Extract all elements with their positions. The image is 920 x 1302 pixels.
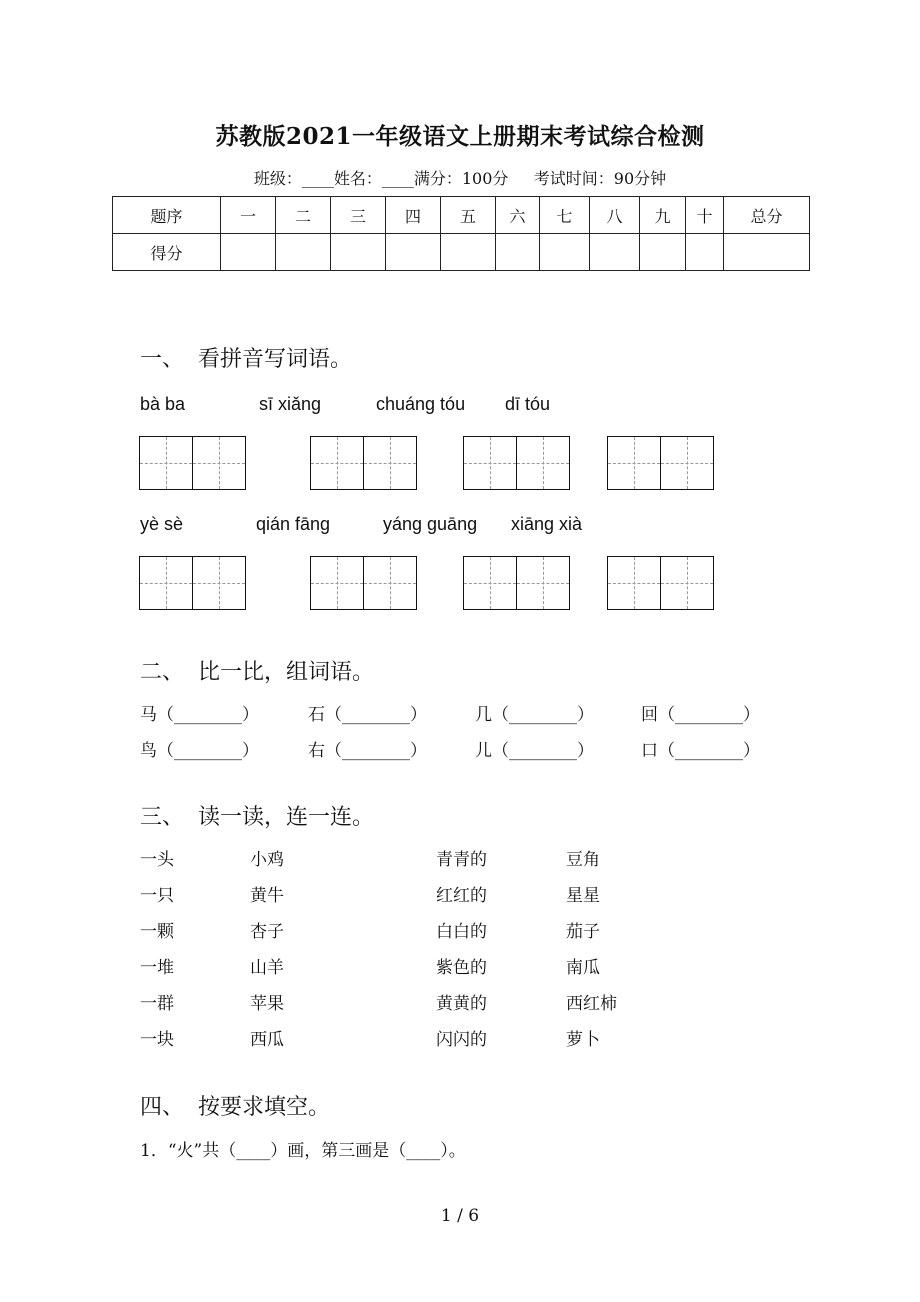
header-cell: 八 — [590, 197, 640, 234]
score-cell[interactable] — [331, 234, 386, 271]
match-word[interactable]: 红红的 — [436, 886, 487, 906]
match-word[interactable]: 一颗 — [140, 922, 174, 942]
writing-grid[interactable] — [310, 556, 417, 610]
header-cell: 总分 — [724, 197, 810, 234]
match-word[interactable]: 茄子 — [566, 922, 600, 942]
section2-heading: 二、 比一比，组词语。 — [140, 660, 374, 685]
match-word[interactable]: 苹果 — [250, 994, 284, 1014]
compare-item[interactable]: 石（________） — [308, 705, 427, 725]
score-cell[interactable] — [590, 234, 640, 271]
pinyin-label: yáng guāng — [383, 514, 478, 534]
score-cell[interactable] — [276, 234, 331, 271]
score-cell[interactable] — [540, 234, 590, 271]
score-cell[interactable] — [221, 234, 276, 271]
header-cell: 十 — [686, 197, 724, 234]
header-cell: 七 — [540, 197, 590, 234]
compare-item[interactable]: 右（________） — [308, 741, 427, 761]
match-word[interactable]: 一块 — [140, 1030, 174, 1050]
pinyin-label: qián fāng — [256, 514, 331, 534]
match-word[interactable]: 西红柿 — [566, 994, 617, 1014]
page-title: 苏教版2021一年级语文上册期末考试综合检测 — [215, 123, 705, 150]
exam-info-line: 班级：____姓名：____满分：100分 考试时间：90分钟 — [253, 169, 667, 188]
compare-item[interactable]: 儿（________） — [475, 741, 594, 761]
score-row-label: 得分 — [113, 234, 221, 271]
writing-grid[interactable] — [607, 436, 714, 490]
writing-grid[interactable] — [607, 556, 714, 610]
header-cell: 六 — [496, 197, 540, 234]
match-word[interactable]: 一堆 — [140, 958, 174, 978]
score-cell[interactable] — [386, 234, 441, 271]
writing-grid[interactable] — [463, 556, 570, 610]
match-word[interactable]: 西瓜 — [250, 1030, 284, 1050]
section3-heading: 三、 读一读，连一连。 — [140, 805, 374, 830]
match-word[interactable]: 闪闪的 — [436, 1030, 487, 1050]
page-number: 1 / 6 — [440, 1206, 480, 1226]
compare-item[interactable]: 几（________） — [475, 705, 594, 725]
header-cell: 题序 — [113, 197, 221, 234]
score-table-header-row — [113, 197, 810, 234]
score-table — [112, 196, 810, 271]
compare-item[interactable]: 鸟（________） — [140, 741, 259, 761]
match-word[interactable]: 杏子 — [250, 922, 284, 942]
match-word[interactable]: 紫色的 — [436, 958, 487, 978]
pinyin-label: bà ba — [140, 394, 186, 414]
score-cell[interactable] — [640, 234, 686, 271]
writing-grid[interactable] — [139, 556, 246, 610]
match-word[interactable]: 山羊 — [250, 958, 284, 978]
writing-grid[interactable] — [463, 436, 570, 490]
header-cell: 九 — [640, 197, 686, 234]
match-word[interactable]: 青青的 — [436, 850, 487, 870]
writing-grid[interactable] — [139, 436, 246, 490]
score-table-score-row — [113, 234, 810, 271]
pinyin-label: yè sè — [140, 514, 184, 534]
writing-grid[interactable] — [310, 436, 417, 490]
match-word[interactable]: 黄黄的 — [436, 994, 487, 1014]
section1-heading: 一、 看拼音写词语。 — [140, 347, 352, 372]
pinyin-label: xiāng xià — [511, 514, 583, 534]
score-cell[interactable] — [441, 234, 496, 271]
compare-item[interactable]: 回（________） — [641, 705, 760, 725]
section4-heading: 四、 按要求填空。 — [140, 1095, 330, 1120]
match-word[interactable]: 星星 — [566, 886, 600, 906]
score-cell[interactable] — [686, 234, 724, 271]
header-cell: 一 — [221, 197, 276, 234]
match-word[interactable]: 一头 — [140, 850, 174, 870]
score-cell[interactable] — [724, 234, 810, 271]
header-cell: 三 — [331, 197, 386, 234]
header-cell: 五 — [441, 197, 496, 234]
match-word[interactable]: 黄牛 — [250, 886, 284, 906]
match-word[interactable]: 小鸡 — [250, 850, 284, 870]
match-word[interactable]: 一只 — [140, 886, 174, 906]
score-cell[interactable] — [496, 234, 540, 271]
match-word[interactable]: 一群 — [140, 994, 174, 1014]
compare-item[interactable]: 口（________） — [641, 741, 760, 761]
pinyin-label: chuáng tóu — [376, 394, 466, 414]
match-word[interactable]: 白白的 — [436, 922, 487, 942]
match-word[interactable]: 萝卜 — [566, 1030, 600, 1050]
header-cell: 四 — [386, 197, 441, 234]
fill-question-1[interactable]: 1．“火”共（____）画，第三画是（____）。 — [140, 1141, 466, 1161]
compare-item[interactable]: 马（________） — [140, 705, 259, 725]
pinyin-label: sī xiǎng — [259, 394, 322, 414]
match-word[interactable]: 南瓜 — [566, 958, 600, 978]
pinyin-label: dī tóu — [505, 394, 551, 414]
match-word[interactable]: 豆角 — [566, 850, 600, 870]
header-cell: 二 — [276, 197, 331, 234]
